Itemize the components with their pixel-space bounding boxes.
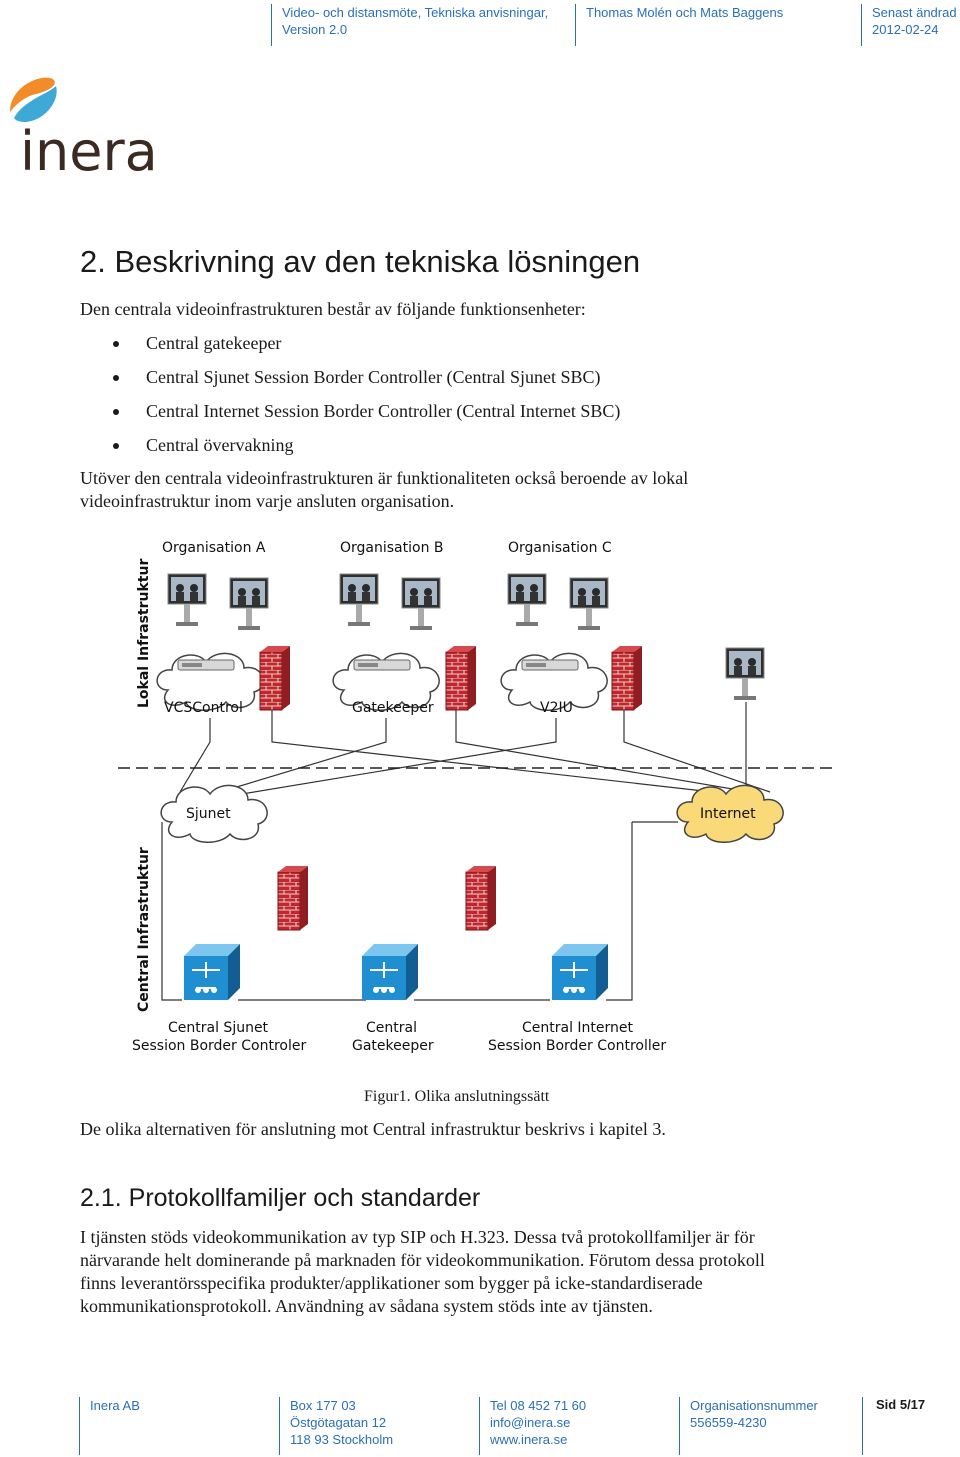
label-device-1-line2: Session Border Controler — [132, 1038, 307, 1054]
video-terminal-icon — [402, 578, 440, 630]
footer-contact — [480, 1397, 586, 1448]
label-device-3-line1: Central Internet — [522, 1020, 634, 1036]
bullet-item: Central övervakning — [146, 435, 294, 455]
footer-phone: Tel 08 452 71 60 — [490, 1398, 587, 1413]
label-organisation-a: Organisation A — [162, 540, 266, 556]
firewall-icon — [612, 646, 642, 710]
connection-line — [624, 710, 770, 792]
video-terminal-icon — [230, 578, 268, 630]
footer-email[interactable]: info@inera.se — [490, 1415, 571, 1430]
paragraph-line: De olika alternativen för anslutning mot Central infrastruktur beskrivs i kapitel 3. — [80, 1119, 666, 1139]
sbc-device-icon — [552, 944, 608, 1000]
footer-orgnr-value: 556559-4230 — [690, 1415, 767, 1430]
bullet-dot — [113, 375, 119, 381]
connection-line — [180, 718, 210, 792]
bullet-dot — [113, 443, 119, 449]
subsection-heading: 2.1. Protokollfamiljer och standarder — [80, 1184, 481, 1212]
footer-divider — [862, 1397, 863, 1455]
video-terminal-icon — [570, 578, 608, 630]
header-changed-date: 2012-02-24 — [872, 22, 939, 37]
video-terminal-icon — [340, 574, 378, 626]
paragraph-line: videoinfrastruktur inom varje ansluten organisation. — [80, 491, 455, 511]
footer-orgnr — [680, 1397, 818, 1431]
paragraph-line: Utöver den centrala videoinfrastrukturen är funktionaliteten också beroende av lokal — [80, 468, 689, 488]
label-organisation-c: Organisation C — [508, 540, 612, 556]
bullet-item: Central gatekeeper — [146, 333, 282, 353]
label-gatekeeper: Gatekeeper — [352, 700, 434, 716]
label-vcscontrol: VCSControl — [164, 700, 243, 716]
paragraph-line: finns leverantörsspecifika produkter/applikationer som bygger på icke-standardiserade — [80, 1273, 703, 1293]
connection-line — [272, 710, 730, 794]
paragraph-line: I tjänsten stöds videokommunikation av typ SIP och H.323. Dessa två protokollfamiljer är för — [80, 1227, 755, 1247]
bullet-item: Central Internet Session Border Controller (Central Internet SBC) — [146, 401, 621, 421]
network-diagram — [110, 530, 850, 1070]
paragraph-line: närvarande helt dominerande på marknaden för videokommunikation. Förutom dessa protokoll — [80, 1250, 765, 1270]
gatekeeper-device-icon — [362, 944, 418, 1000]
paragraph-line: kommunikationsprotokoll. Användning av sådana system stöds inte av tjänsten. — [80, 1296, 653, 1316]
page-number: Sid 5/17 — [876, 1397, 926, 1412]
label-internet: Internet — [700, 806, 756, 822]
header-authors: Thomas Molén och Mats Baggens — [586, 5, 784, 20]
footer-orgnr-label: Organisationsnummer — [690, 1398, 818, 1413]
footer-address — [280, 1397, 393, 1448]
bullet-dot — [113, 409, 119, 415]
label-device-1-line1: Central Sjunet — [168, 1020, 269, 1036]
connection-line — [162, 822, 182, 1000]
footer-company — [80, 1397, 140, 1414]
figure-caption: Figur1. Olika anslutningssätt — [364, 1088, 550, 1105]
footer-address-line: 118 93 Stockholm — [290, 1432, 394, 1447]
firewall-icon — [446, 646, 476, 710]
footer-address-line: Box 177 03 — [290, 1398, 356, 1413]
header-changed-label: Senast ändrad — [872, 5, 957, 20]
connection-line — [220, 718, 386, 792]
router-icon — [354, 660, 410, 670]
bullet-dot — [113, 341, 119, 347]
header-doc-version: Version 2.0 — [282, 22, 348, 37]
label-device-3-line2: Session Border Controller — [488, 1038, 667, 1054]
intro-paragraph: Den centrala videoinfrastrukturen består av följande funktionsenheter: — [80, 299, 586, 319]
header-changed — [862, 4, 957, 38]
label-sjunet: Sjunet — [186, 806, 231, 822]
sbc-device-icon — [184, 944, 240, 1000]
firewall-icon — [278, 866, 308, 930]
page-header — [0, 0, 960, 48]
footer-website[interactable]: www.inera.se — [490, 1432, 568, 1447]
label-device-2-line1: Central — [366, 1020, 417, 1036]
bullet-item: Central Sjunet Session Border Controller (Central Sjunet SBC) — [146, 367, 601, 387]
connection-line — [606, 822, 632, 1000]
footer-company-name: Inera AB — [90, 1398, 140, 1413]
video-terminal-icon — [726, 648, 764, 700]
section-heading: 2. Beskrivning av den tekniska lösningen — [80, 244, 641, 279]
label-lokal-infrastruktur: Lokal Infrastruktur — [136, 558, 152, 708]
logo-text: inera — [20, 120, 158, 183]
firewall-icon — [260, 646, 290, 710]
inera-logo — [6, 74, 176, 184]
video-terminal-icon — [508, 574, 546, 626]
video-terminal-icon — [168, 574, 206, 626]
firewall-icon — [466, 866, 496, 930]
connection-line — [230, 718, 556, 796]
label-central-infrastruktur: Central Infrastruktur — [136, 847, 152, 1012]
router-icon — [178, 660, 234, 670]
label-v2iu: V2IU — [540, 700, 573, 716]
label-device-2-line2: Gatekeeper — [352, 1038, 434, 1054]
header-doc-title — [272, 4, 548, 38]
header-doc-title-line1: Video- och distansmöte, Tekniska anvisningar, — [282, 5, 549, 20]
router-icon — [522, 660, 578, 670]
label-organisation-b: Organisation B — [340, 540, 444, 556]
footer-address-line: Östgötagatan 12 — [290, 1415, 387, 1430]
